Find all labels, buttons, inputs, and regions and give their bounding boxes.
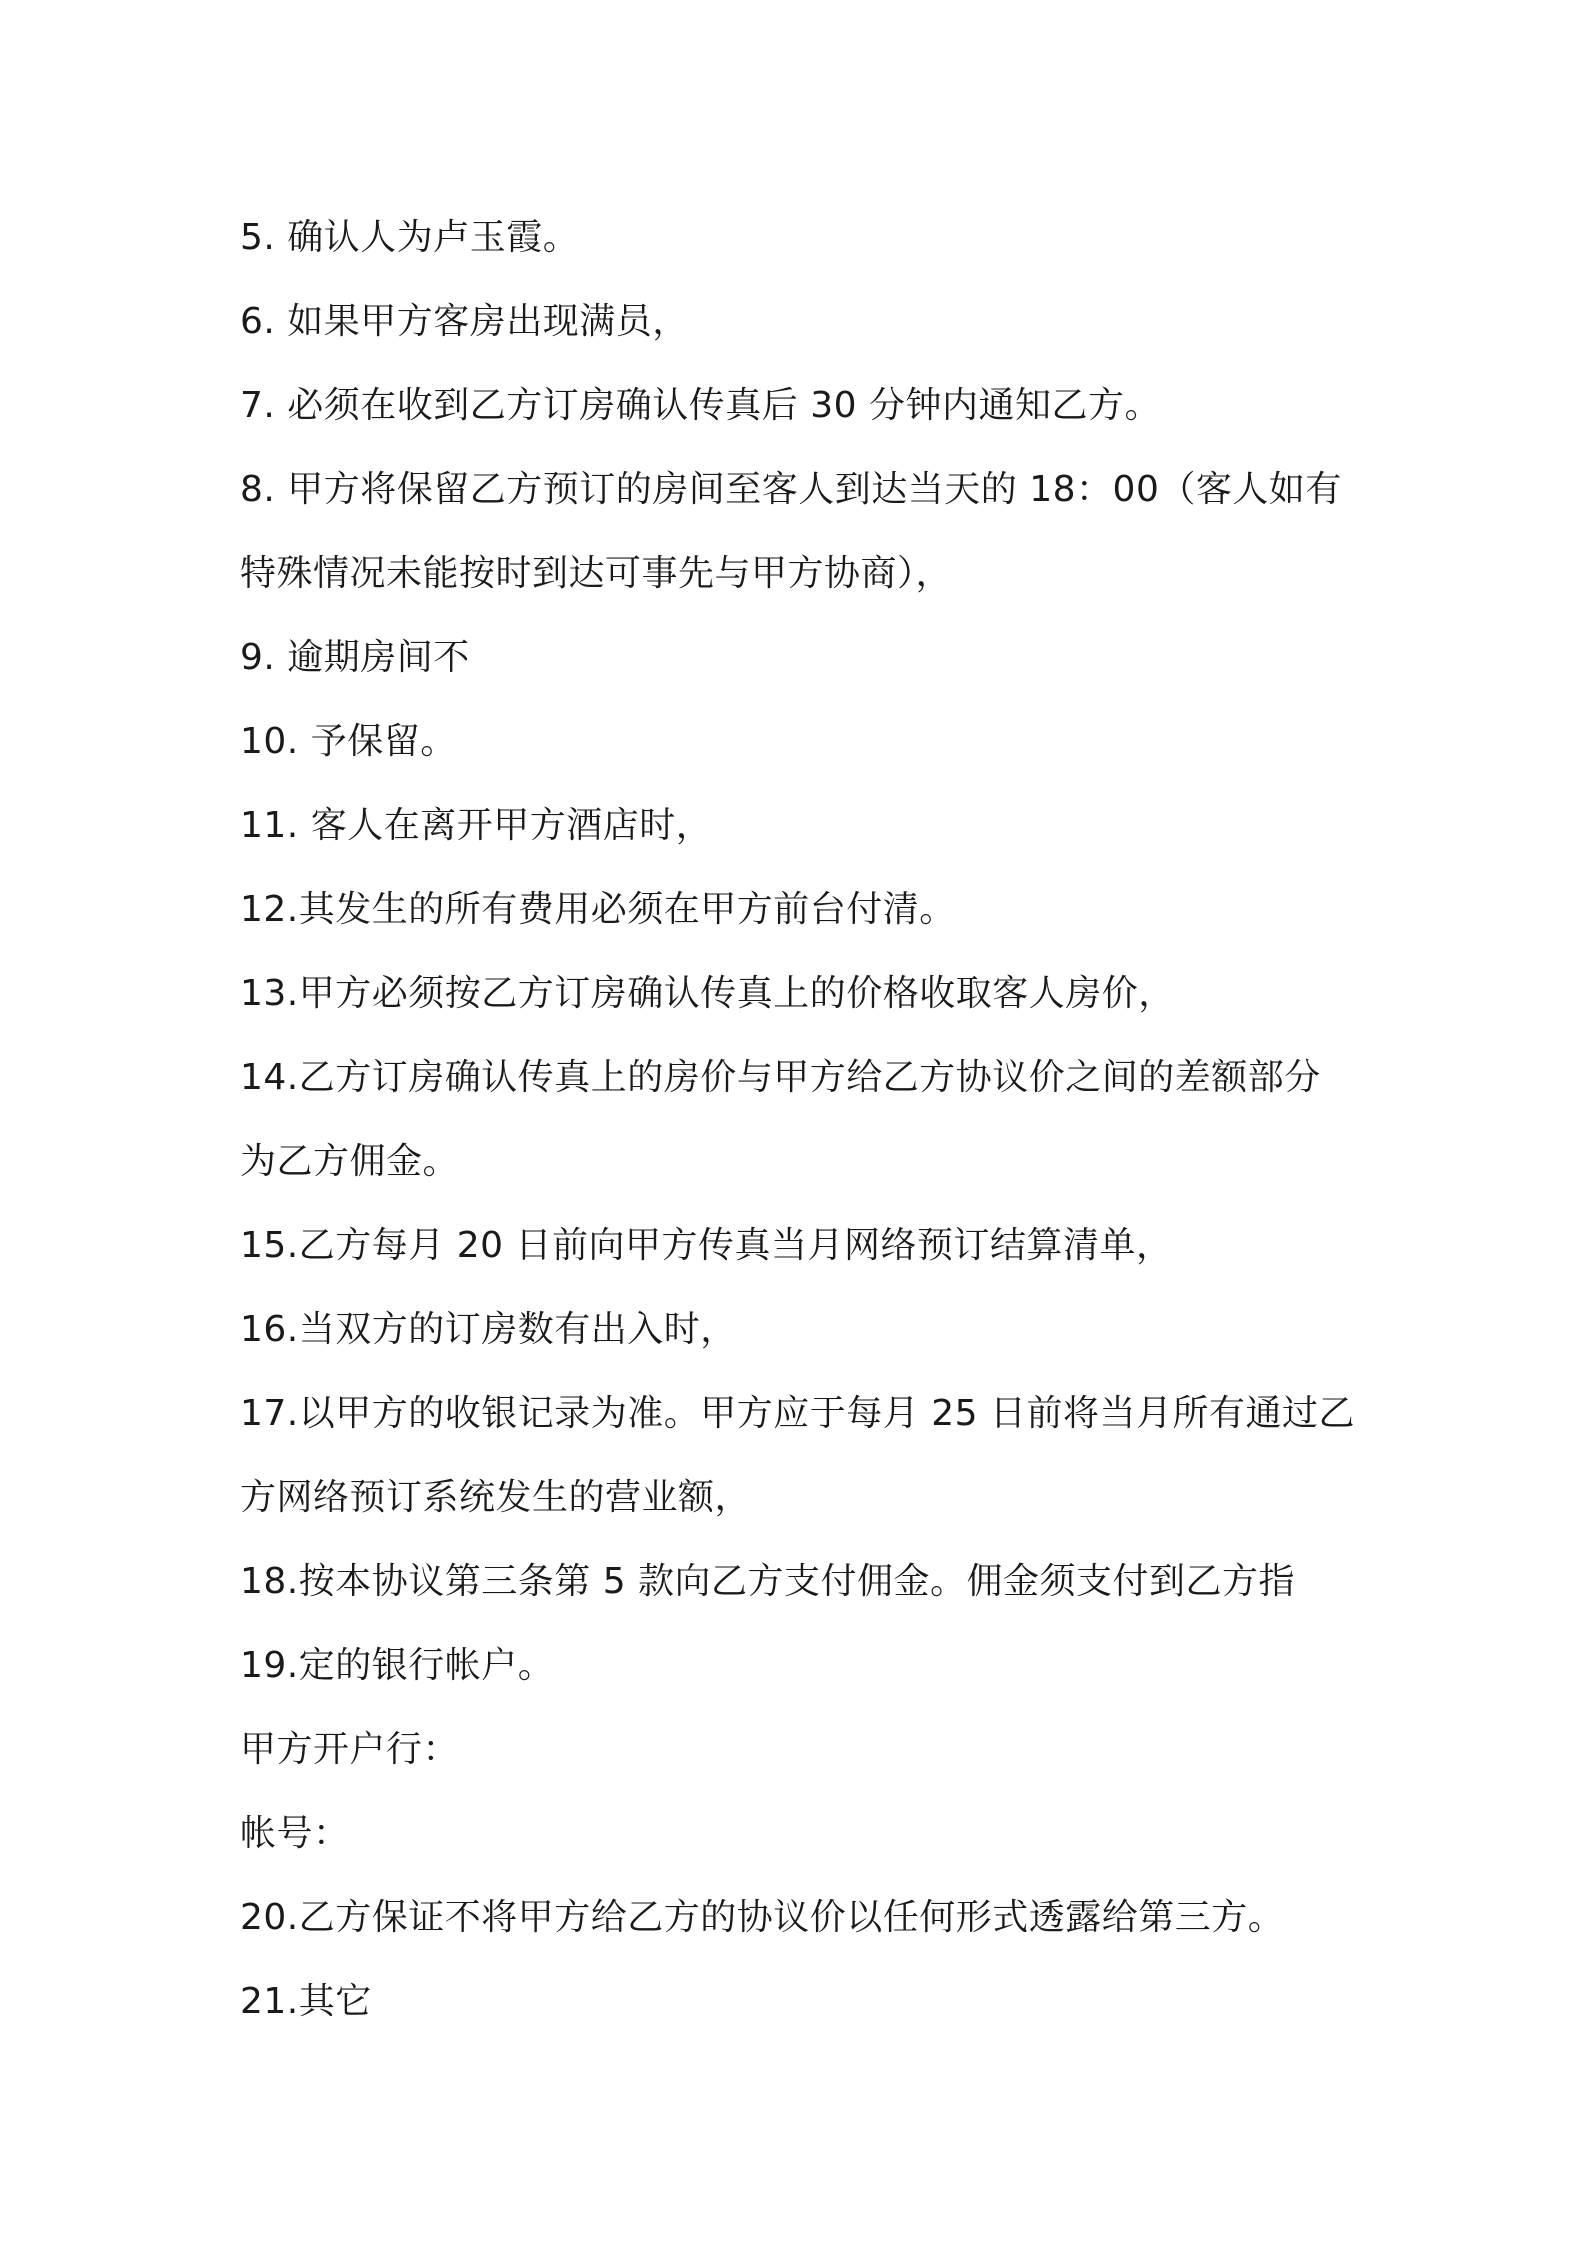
clause-15: 15.乙方每月 20 日前向甲方传真当月网络预订结算清单， [240,1225,1173,1266]
clause-13: 13.甲方必须按乙方订房确认传真上的价格收取客人房价， [240,973,1175,1014]
clause-16: 16.当双方的订房数有出入时， [240,1309,737,1350]
document-body [240,196,1360,2044]
clause-19: 19.定的银行帐户。 [240,1645,555,1686]
clause-12: 12.其发生的所有费用必须在甲方前台付清。 [240,889,956,930]
clause-18: 18.按本协议第三条第 5 款向乙方支付佣金。佣金须支付到乙方指 [240,1561,1296,1602]
clause-10: 10. 予保留。 [240,721,457,762]
clause-14-continued: 为乙方佣金。 [240,1141,460,1182]
clause-14: 14.乙方订房确认传真上的房价与甲方给乙方协议价之间的差额部分 [240,1057,1321,1098]
clause-20: 20.乙方保证不将甲方给乙方的协议价以任何形式透露给第三方。 [240,1897,1285,1938]
clause-8: 8. 甲方将保留乙方预订的房间至客人到达当天的 18：00（客人如有 [240,469,1342,510]
clause-6: 6. 如果甲方客房出现满员， [240,301,689,342]
clause-9: 9. 逾期房间不 [240,637,470,678]
clause-17-continued: 方网络预订系统发生的营业额， [240,1477,752,1518]
bank-name-label: 甲方开户行： [240,1729,460,1770]
clause-17: 17.以甲方的收银记录为准。甲方应于每月 25 日前将当月所有通过乙 [240,1393,1355,1434]
clause-5: 5. 确认人为卢玉霞。 [240,217,580,258]
clause-21: 21.其它 [240,1981,372,2022]
account-number-label: 帐号： [240,1813,350,1854]
clause-11: 11. 客人在离开甲方酒店时， [240,805,713,846]
clause-7: 7. 必须在收到乙方订房确认传真后 30 分钟内通知乙方。 [240,385,1161,426]
clause-8-continued: 特殊情况未能按时到达可事先与甲方协商）， [240,553,953,594]
